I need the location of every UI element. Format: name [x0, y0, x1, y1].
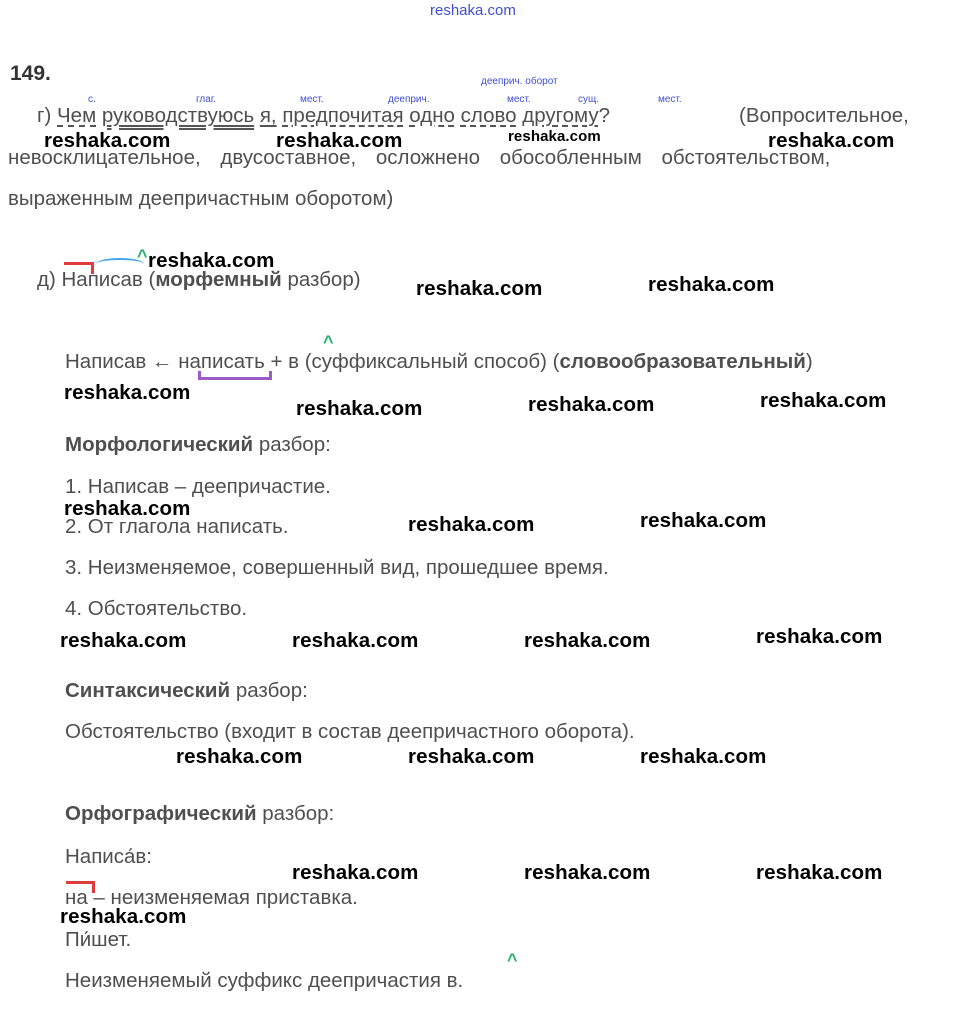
item-d-word: Написав — [61, 268, 143, 291]
watermark: reshaka.com — [524, 629, 651, 652]
exercise-number: 149. — [10, 62, 51, 85]
watermark: reshaka.com — [292, 629, 419, 652]
watermark: reshaka.com — [64, 497, 191, 520]
word-predpochitaya: предпочитая — [282, 104, 404, 127]
annotation-s: с. — [88, 94, 96, 105]
annotation-pronoun-1: мест. — [300, 94, 324, 105]
morphological-title-rest: разбор: — [258, 433, 331, 456]
word-ya: я, — [259, 104, 277, 127]
orthographic-title-rest: разбор: — [262, 802, 335, 825]
annotation-participial-phrase: дееприч. оборот — [481, 76, 558, 87]
watermark: reshaka.com — [44, 129, 171, 152]
ortho-suffix-line: Неизменяемый суффикс деепричастия в. — [65, 969, 464, 992]
word-odno: одно — [409, 104, 455, 127]
watermark: reshaka.com — [640, 509, 767, 532]
syntactic-title-bold: Синтаксический — [65, 679, 231, 702]
watermark: reshaka.com — [756, 861, 883, 884]
wf-source: написать — [178, 350, 265, 373]
word-drugomu: другому — [522, 104, 599, 127]
orthographic-title — [65, 802, 334, 826]
item-g-label: г) — [37, 104, 52, 127]
morph-item-3: 3. Неизменяемое, совершенный вид, прошедшее время. — [65, 556, 609, 579]
item-g-rest-line1: (Вопросительное, — [739, 104, 909, 127]
word-rukovodstvuyus: руководствуюсь — [101, 104, 255, 127]
watermark: reshaka.com — [408, 513, 535, 536]
syntactic-title-rest: разбор: — [235, 679, 308, 702]
item-g-line2: невосклицательное, двусоставное, осложнено обособленным обстоятельством, — [8, 146, 831, 169]
item-g-sentence — [37, 104, 610, 128]
morphemic-bold: морфемный — [155, 268, 282, 291]
watermark: reshaka.com — [292, 861, 419, 884]
watermark: reshaka.com — [524, 861, 651, 884]
morph-item-2: 2. От глагола написать. — [65, 515, 289, 538]
suffix-mark-2: ^ — [323, 332, 334, 352]
wf-base: Написав ← — [65, 350, 173, 373]
morph-item-1: 1. Написав – деепричастие. — [65, 475, 331, 498]
morphological-title-bold: Морфологический — [65, 433, 254, 456]
word-chem: Чем — [57, 104, 97, 127]
site-link[interactable]: reshaka.com — [430, 2, 516, 19]
watermark: reshaka.com — [296, 397, 423, 420]
syntactic-title — [65, 679, 308, 703]
item-g-line3: выраженным деепричастным оборотом) — [8, 187, 394, 210]
watermark: reshaka.com — [640, 745, 767, 768]
suffix-mark-3: ^ — [507, 950, 518, 970]
wf-method: (суффиксальный способ) ( — [304, 350, 560, 373]
suffix-mark: ^ — [137, 246, 148, 266]
orthographic-title-bold: Орфографический — [65, 802, 257, 825]
paren-open: ( — [148, 268, 156, 291]
wf-suffix: в — [288, 350, 300, 373]
item-d-label: д) — [37, 268, 56, 291]
annotation-pronoun-2: мест. — [507, 94, 531, 105]
watermark: reshaka.com — [416, 277, 543, 300]
watermark: reshaka.com — [760, 389, 887, 412]
watermark: reshaka.com — [176, 745, 303, 768]
watermark: reshaka.com — [408, 745, 535, 768]
watermark: reshaka.com — [508, 128, 601, 145]
word-formation-line — [65, 350, 813, 374]
annotation-participle: дееприч. — [388, 94, 430, 105]
watermark: reshaka.com — [648, 273, 775, 296]
morph-item-4: 4. Обстоятельство. — [65, 597, 248, 620]
morphological-title — [65, 433, 331, 457]
wf-plus: + — [270, 350, 283, 373]
question-mark: ? — [598, 104, 611, 127]
ortho-check-word: Пи́шет. — [65, 928, 132, 951]
annotation-verb: глаг. — [196, 94, 217, 105]
watermark: reshaka.com — [60, 905, 187, 928]
ortho-word: Написа́в: — [65, 845, 152, 868]
watermark: reshaka.com — [768, 129, 895, 152]
ortho-prefix-line: на – неизменяемая приставка. — [65, 886, 358, 909]
watermark: reshaka.com — [276, 129, 403, 152]
annotation-noun: сущ. — [578, 94, 600, 105]
watermark: reshaka.com — [756, 625, 883, 648]
wf-type-bold: словообразовательный — [559, 350, 806, 373]
morphemic-rest: разбор) — [287, 268, 361, 291]
watermark: reshaka.com — [64, 381, 191, 404]
wf-close: ) — [805, 350, 813, 373]
watermark: reshaka.com — [60, 629, 187, 652]
word-slovo: слово — [460, 104, 517, 127]
annotation-pronoun-3: мест. — [658, 94, 682, 105]
watermark: reshaka.com — [528, 393, 655, 416]
syntactic-text: Обстоятельство (входит в состав деепричастного оборота). — [65, 720, 635, 743]
watermark: reshaka.com — [148, 249, 275, 272]
